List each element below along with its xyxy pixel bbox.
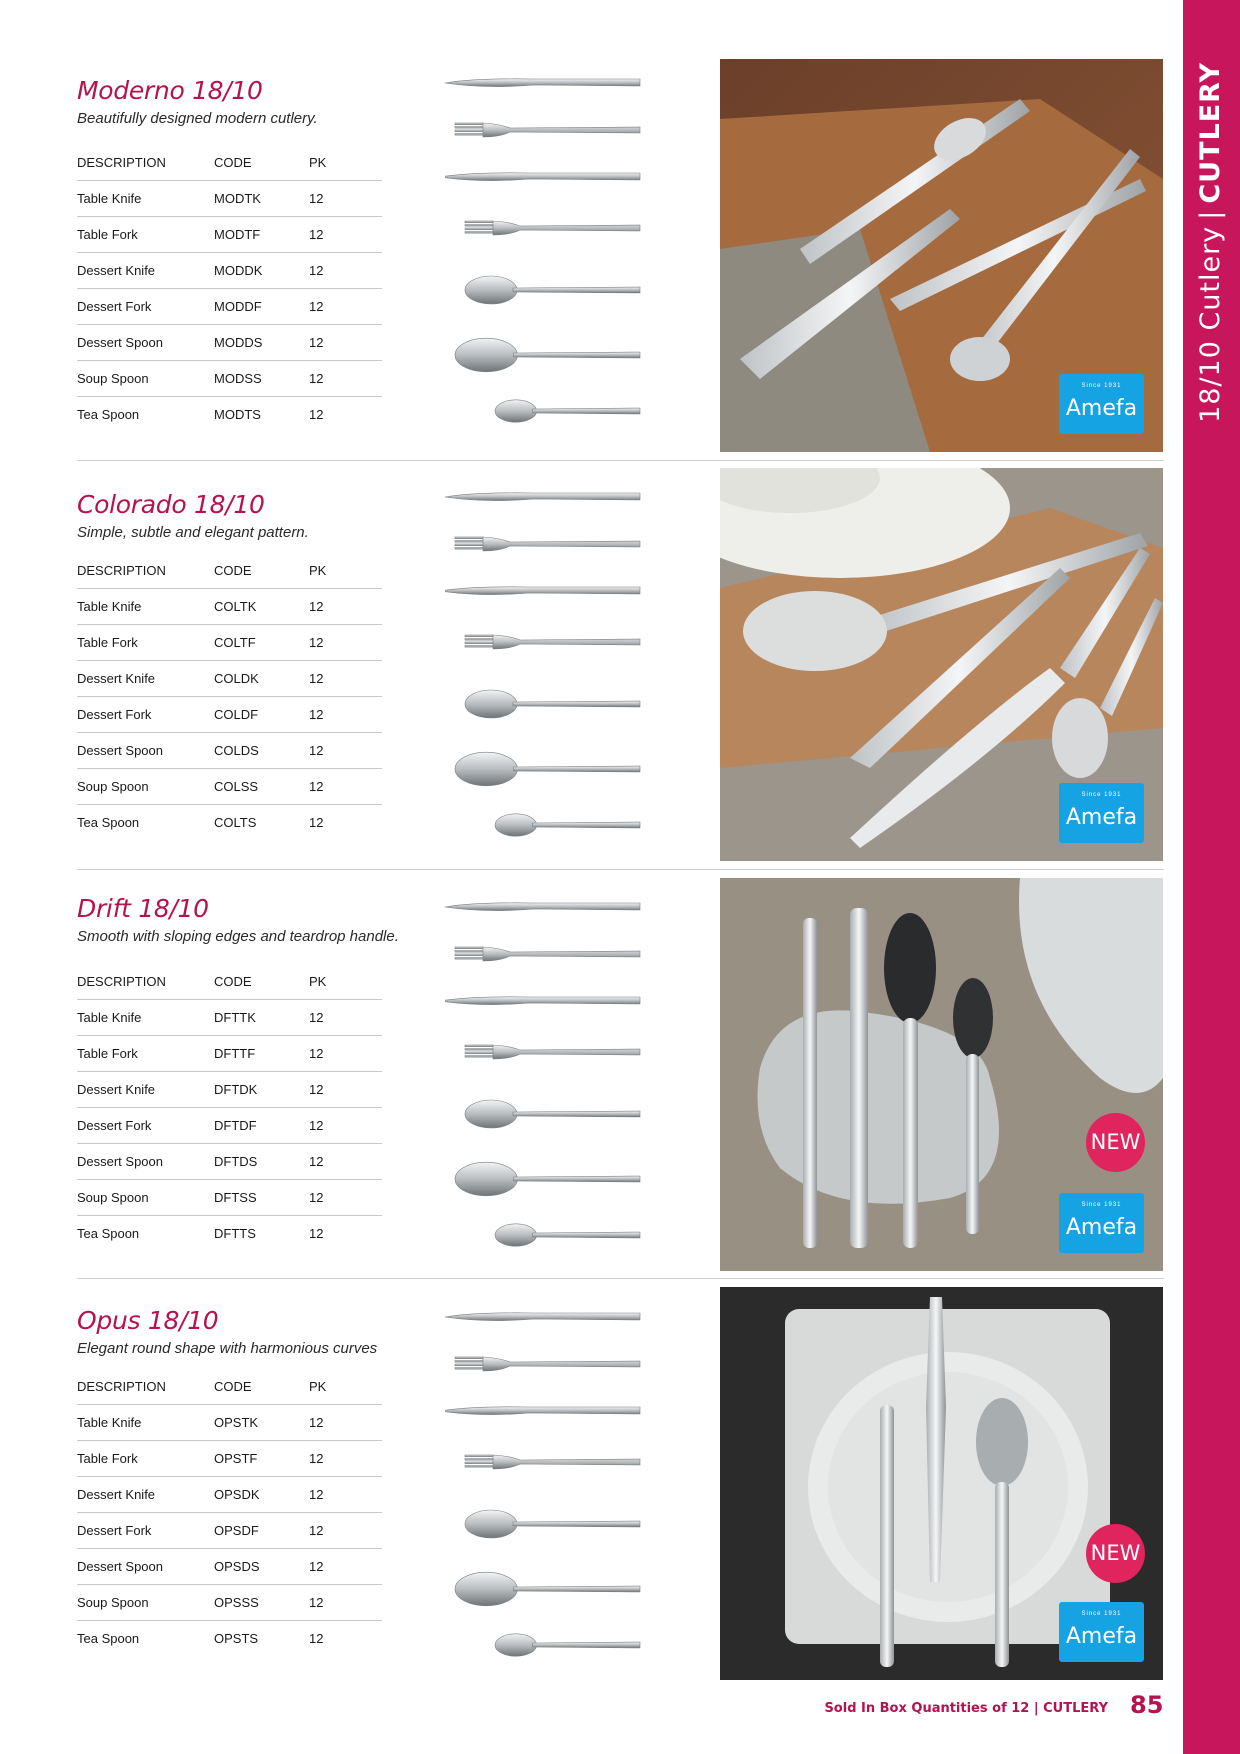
- amefa-since: Since 1931: [1081, 383, 1122, 389]
- cell-description: Table Fork: [77, 625, 214, 661]
- section-subtitle: Simple, subtle and elegant pattern.: [77, 524, 309, 541]
- header-description: DESCRIPTION: [77, 144, 214, 181]
- cell-description: Dessert Spoon: [77, 325, 214, 361]
- soup-spoon-icon: [445, 1148, 655, 1210]
- table-row: [77, 1405, 382, 1441]
- product-photo: [720, 468, 1163, 861]
- table-row: [77, 1072, 382, 1108]
- cell-code: MODDK: [214, 253, 309, 289]
- cutlery-lineup: [445, 1294, 655, 1670]
- table-row: [77, 181, 382, 217]
- cell-code: COLTF: [214, 625, 309, 661]
- table-header-row: [77, 552, 382, 589]
- cell-description: Soup Spoon: [77, 769, 214, 805]
- dessert-fork-icon: [445, 1024, 655, 1080]
- amefa-logo: [1059, 1602, 1144, 1662]
- cell-pk: 12: [309, 1631, 324, 1646]
- dessert-fork-icon: [445, 1434, 655, 1490]
- cutlery-lineup: [445, 474, 655, 850]
- cell-pk: 12: [309, 1036, 382, 1072]
- table-row: [77, 361, 382, 397]
- section-title: Moderno 18/10: [77, 76, 263, 105]
- cell-code: OPSSS: [214, 1585, 309, 1621]
- cell-description: Dessert Fork: [77, 289, 214, 325]
- tea-spoon-icon: [445, 800, 655, 850]
- table-row: [77, 1000, 382, 1036]
- amefa-brand: Amefa: [1065, 396, 1138, 421]
- amefa-logo: [1059, 374, 1144, 434]
- cutlery-lineup: [445, 60, 655, 436]
- amefa-brand: Amefa: [1065, 1215, 1138, 1240]
- tea-spoon-icon: [445, 1620, 655, 1670]
- header-pk: PK: [309, 552, 382, 589]
- cell-description: Dessert Fork: [77, 697, 214, 733]
- cell-description: Soup Spoon: [77, 1180, 214, 1216]
- new-badge: NEW: [1086, 1113, 1145, 1172]
- table-header-row: [77, 963, 382, 1000]
- section-subtitle: Elegant round shape with harmonious curves: [77, 1340, 378, 1357]
- cell-pk: 12: [309, 1441, 382, 1477]
- cell-description: Tea Spoon: [77, 815, 140, 830]
- table-header-row: [77, 1368, 382, 1405]
- cell-code: MODSS: [214, 361, 309, 397]
- section-subtitle: Smooth with sloping edges and teardrop handle.: [77, 928, 399, 945]
- cell-code: DFTTS: [214, 1226, 256, 1241]
- table-row: [77, 625, 382, 661]
- dessert-spoon-icon: [445, 670, 655, 738]
- dessert-knife-icon: [445, 1388, 655, 1434]
- side-label-separator: |: [1195, 209, 1226, 220]
- cell-description: Tea Spoon: [77, 1631, 140, 1646]
- cell-description: Dessert Fork: [77, 1108, 214, 1144]
- cell-description: Dessert Knife: [77, 1072, 214, 1108]
- tea-spoon-icon: [445, 1210, 655, 1260]
- table-row: [77, 1180, 382, 1216]
- table-row: [77, 1549, 382, 1585]
- product-table: [77, 1368, 382, 1656]
- cell-pk: 12: [309, 361, 382, 397]
- table-row: [77, 1144, 382, 1180]
- table-fork-icon: [445, 1340, 655, 1388]
- cell-code: DFTTF: [214, 1036, 309, 1072]
- cell-description: Table Knife: [77, 1405, 214, 1441]
- table-row: [77, 1036, 382, 1072]
- table-row: [77, 1585, 382, 1621]
- header-pk: PK: [309, 963, 382, 1000]
- cell-description: Tea Spoon: [77, 407, 140, 422]
- cell-code: MODDF: [214, 289, 309, 325]
- cell-pk: 12: [309, 1513, 382, 1549]
- dessert-fork-icon: [445, 614, 655, 670]
- header-code: CODE: [214, 963, 309, 1000]
- cell-code: OPSTS: [214, 1631, 259, 1646]
- tea-spoon-icon: [445, 386, 655, 436]
- cell-pk: 12: [309, 661, 382, 697]
- table-row: [77, 589, 382, 625]
- product-table: [77, 963, 382, 1251]
- table-knife-icon: [445, 884, 655, 930]
- section-title: Colorado 18/10: [77, 490, 265, 519]
- cell-code: MODTS: [214, 407, 261, 422]
- section-title: Drift 18/10: [77, 894, 209, 923]
- table-fork-icon: [445, 930, 655, 978]
- table-row: [77, 289, 382, 325]
- cell-code: COLSS: [214, 769, 309, 805]
- amefa-logo: [1059, 1193, 1144, 1253]
- cell-description: Table Fork: [77, 217, 214, 253]
- product-photo: [720, 1287, 1163, 1680]
- cell-description: Table Fork: [77, 1036, 214, 1072]
- cell-pk: 12: [309, 1585, 382, 1621]
- cell-description: Dessert Knife: [77, 1477, 214, 1513]
- table-row: [77, 1621, 382, 1657]
- cell-code: COLTK: [214, 589, 309, 625]
- cell-pk: 12: [309, 1226, 324, 1241]
- cell-description: Dessert Knife: [77, 253, 214, 289]
- cell-code: COLDF: [214, 697, 309, 733]
- cell-code: DFTTK: [214, 1000, 309, 1036]
- cell-description: Soup Spoon: [77, 1585, 214, 1621]
- cell-pk: 12: [309, 589, 382, 625]
- cell-code: COLDS: [214, 733, 309, 769]
- header-description: DESCRIPTION: [77, 552, 214, 589]
- table-fork-icon: [445, 106, 655, 154]
- section-divider: [77, 1278, 1164, 1279]
- amefa-since: Since 1931: [1081, 1611, 1122, 1617]
- table-row: [77, 217, 382, 253]
- amefa-logo: [1059, 783, 1144, 843]
- table-row: [77, 253, 382, 289]
- header-description: DESCRIPTION: [77, 1368, 214, 1405]
- header-pk: PK: [309, 144, 382, 181]
- dessert-spoon-icon: [445, 256, 655, 324]
- soup-spoon-icon: [445, 738, 655, 800]
- table-row: [77, 1513, 382, 1549]
- product-photo: [720, 878, 1163, 1271]
- product-table: [77, 552, 382, 840]
- cell-pk: 12: [309, 181, 382, 217]
- cell-pk: 12: [309, 625, 382, 661]
- table-knife-icon: [445, 474, 655, 520]
- table-header-row: [77, 144, 382, 181]
- cell-code: COLTS: [214, 815, 257, 830]
- table-row: [77, 805, 382, 841]
- dessert-spoon-icon: [445, 1490, 655, 1558]
- cell-code: DFTDF: [214, 1108, 309, 1144]
- soup-spoon-icon: [445, 324, 655, 386]
- dessert-spoon-icon: [445, 1080, 655, 1148]
- header-pk: PK: [309, 1368, 382, 1405]
- table-row: [77, 397, 382, 433]
- section-divider: [77, 869, 1164, 870]
- cell-pk: 12: [309, 217, 382, 253]
- cell-code: DFTDS: [214, 1144, 309, 1180]
- new-badge: NEW: [1086, 1524, 1145, 1583]
- page-number: 85: [1130, 1691, 1164, 1719]
- header-code: CODE: [214, 1368, 309, 1405]
- cell-description: Table Fork: [77, 1441, 214, 1477]
- cell-code: COLDK: [214, 661, 309, 697]
- cell-pk: 12: [309, 1180, 382, 1216]
- cell-pk: 12: [309, 289, 382, 325]
- product-table: [77, 144, 382, 432]
- soup-spoon-icon: [445, 1558, 655, 1620]
- cell-pk: 12: [309, 1405, 382, 1441]
- table-row: [77, 325, 382, 361]
- table-row: [77, 769, 382, 805]
- cell-code: MODDS: [214, 325, 309, 361]
- table-knife-icon: [445, 1294, 655, 1340]
- cell-code: DFTSS: [214, 1180, 309, 1216]
- dessert-fork-icon: [445, 200, 655, 256]
- cell-description: Dessert Spoon: [77, 1549, 214, 1585]
- cell-description: Dessert Spoon: [77, 1144, 214, 1180]
- cell-pk: 12: [309, 1072, 382, 1108]
- section-title: Opus 18/10: [77, 1306, 219, 1335]
- table-row: [77, 1441, 382, 1477]
- table-knife-icon: [445, 60, 655, 106]
- cell-description: Soup Spoon: [77, 361, 214, 397]
- cell-description: Dessert Fork: [77, 1513, 214, 1549]
- amefa-brand: Amefa: [1065, 805, 1138, 830]
- table-row: [77, 733, 382, 769]
- cell-pk: 12: [309, 815, 324, 830]
- table-fork-icon: [445, 520, 655, 568]
- cell-pk: 12: [309, 1000, 382, 1036]
- cell-description: Tea Spoon: [77, 1226, 140, 1241]
- side-label-bold: CUTLERY: [1195, 62, 1226, 204]
- cell-pk: 12: [309, 697, 382, 733]
- cell-description: Dessert Knife: [77, 661, 214, 697]
- cell-pk: 12: [309, 1477, 382, 1513]
- section-divider: [77, 460, 1164, 461]
- cell-code: DFTDK: [214, 1072, 309, 1108]
- cell-pk: 12: [309, 1108, 382, 1144]
- amefa-since: Since 1931: [1081, 792, 1122, 798]
- product-photo: [720, 59, 1163, 452]
- section-subtitle: Beautifully designed modern cutlery.: [77, 110, 318, 127]
- side-label-light: 18/10 Cutlery: [1195, 225, 1226, 423]
- cell-code: OPSDK: [214, 1477, 309, 1513]
- cell-pk: 12: [309, 1144, 382, 1180]
- amefa-brand: Amefa: [1065, 1624, 1138, 1649]
- cell-code: OPSDS: [214, 1549, 309, 1585]
- cell-code: MODTK: [214, 181, 309, 217]
- cell-description: Table Knife: [77, 589, 214, 625]
- cell-pk: 12: [309, 253, 382, 289]
- table-row: [77, 697, 382, 733]
- cell-code: OPSTF: [214, 1441, 309, 1477]
- cutlery-lineup: [445, 884, 655, 1260]
- cell-code: OPSTK: [214, 1405, 309, 1441]
- cell-description: Table Knife: [77, 1000, 214, 1036]
- amefa-since: Since 1931: [1081, 1202, 1122, 1208]
- table-row: [77, 1108, 382, 1144]
- table-row: [77, 1477, 382, 1513]
- table-row: [77, 1216, 382, 1252]
- cell-pk: 12: [309, 769, 382, 805]
- cell-pk: 12: [309, 733, 382, 769]
- dessert-knife-icon: [445, 568, 655, 614]
- cell-pk: 12: [309, 1549, 382, 1585]
- header-description: DESCRIPTION: [77, 963, 214, 1000]
- dessert-knife-icon: [445, 154, 655, 200]
- cell-description: Table Knife: [77, 181, 214, 217]
- dessert-knife-icon: [445, 978, 655, 1024]
- cell-pk: 12: [309, 407, 324, 422]
- header-code: CODE: [214, 552, 309, 589]
- cell-pk: 12: [309, 325, 382, 361]
- table-row: [77, 661, 382, 697]
- cell-code: OPSDF: [214, 1513, 309, 1549]
- footer-note: Sold In Box Quantities of 12 | CUTLERY: [824, 1701, 1108, 1716]
- cell-code: MODTF: [214, 217, 309, 253]
- cell-description: Dessert Spoon: [77, 733, 214, 769]
- header-code: CODE: [214, 144, 309, 181]
